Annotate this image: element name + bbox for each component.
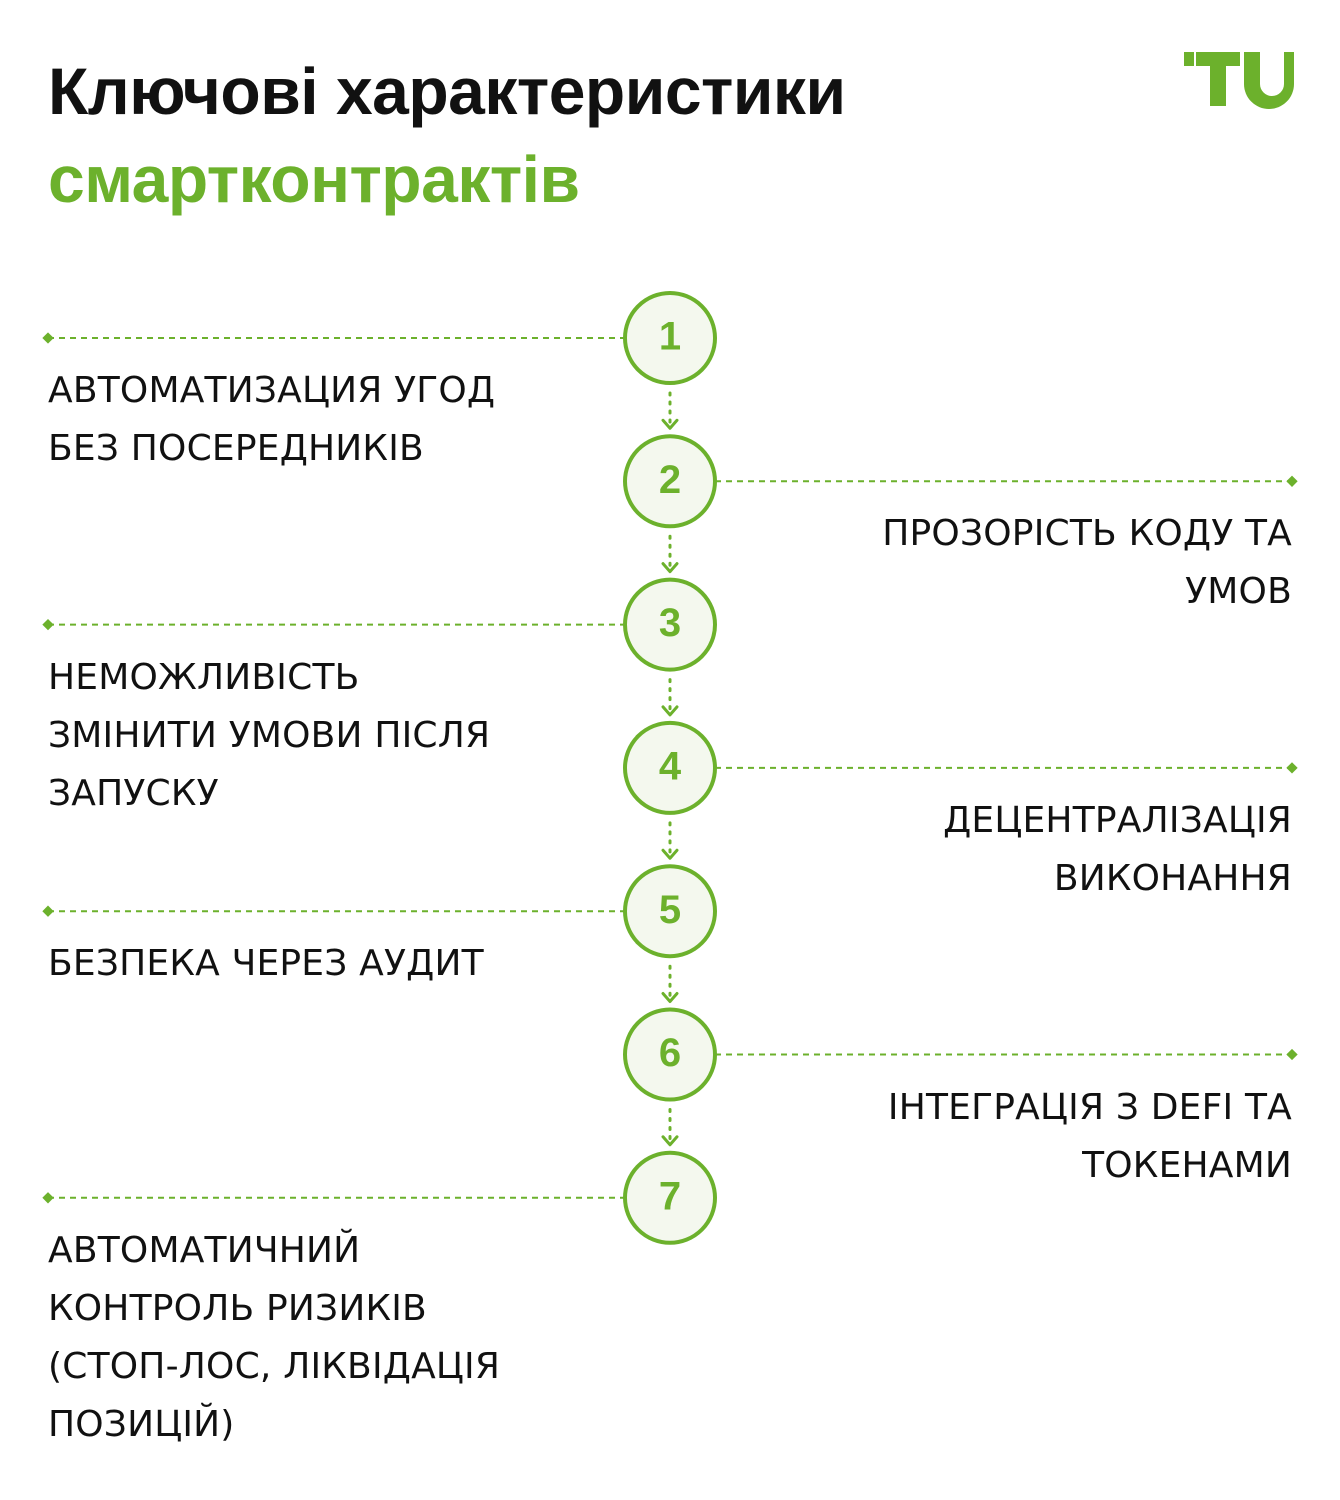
step-label-3: НЕМОЖЛИВІСТЬ ЗМІНИТИ УМОВИ ПІСЛЯ ЗАПУСКУ	[48, 656, 491, 814]
step-number-6: 6	[658, 1031, 682, 1076]
step-label-2: ПРОЗОРІСТЬ КОДУ ТА УМОВ	[882, 513, 1292, 613]
connector-end-diamond-3	[42, 619, 53, 630]
step-number-5: 5	[658, 887, 682, 932]
page-title-line-2: смартконтрактів	[48, 142, 580, 216]
connector-end-diamond-7	[42, 1192, 53, 1203]
connector-end-diamond-4	[1286, 762, 1297, 773]
step-number-1: 1	[658, 314, 682, 359]
connector-end-diamond-1	[42, 332, 53, 343]
connector-end-diamond-6	[1286, 1049, 1297, 1060]
connector-end-diamond-5	[42, 906, 53, 917]
connector-end-diamond-2	[1286, 476, 1297, 487]
step-number-7: 7	[658, 1174, 682, 1219]
step-label-4: ДЕЦЕНТРАЛІЗАЦІЯ ВИКОНАННЯ	[943, 799, 1292, 899]
step-label-7: АВТОМАТИЧНИЙ КОНТРОЛЬ РИЗИКІВ (СТОП-ЛОС, ЛІКВІДАЦІЯ ПОЗИЦІЙ)	[48, 1229, 501, 1445]
step-number-2: 2	[658, 457, 682, 502]
step-label-5: БЕЗПЕКА ЧЕРЕЗ АУДИТ	[48, 943, 484, 985]
page-title-line-1: Ключові характеристики	[48, 54, 846, 128]
step-label-1: АВТОМАТИЗАЦИЯ УГОД БЕЗ ПОСЕРЕДНИКІВ	[48, 370, 496, 469]
step-number-3: 3	[658, 601, 682, 646]
step-label-6: ІНТЕГРАЦІЯ З DEFI ТА ТОКЕНАМИ	[887, 1086, 1292, 1186]
step-number-4: 4	[658, 744, 682, 789]
